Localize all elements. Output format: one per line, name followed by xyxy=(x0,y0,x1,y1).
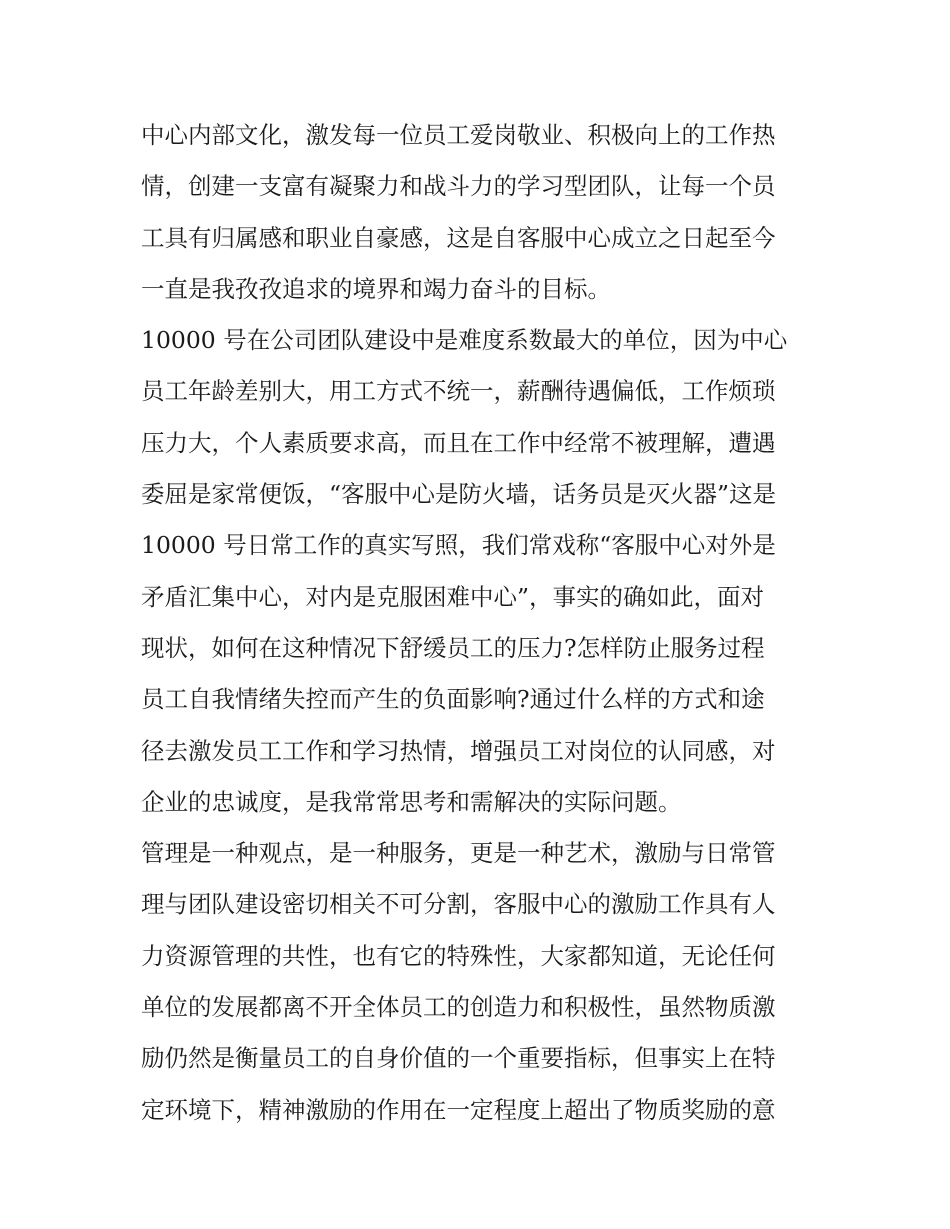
text-line: 员工自我情绪失控而产生的负面影响?通过什么样的方式和途 xyxy=(141,685,765,714)
text-line: 员工年龄差别大，用工方式不统一，薪酬待遇偏低，工作烦琐 xyxy=(141,377,776,406)
text-line: 定环境下，精神激励的作用在一定程度上超出了物质奖励的意 xyxy=(141,1095,776,1124)
text-line: 企业的忠诚度，是我常常思考和需解决的实际问题。 xyxy=(141,787,682,816)
text-line: 10000 号日常工作的真实写照，我们常戏称“客服中心对外是 xyxy=(141,531,776,560)
text-line: 压力大，个人素质要求高，而且在工作中经常不被理解，遭遇 xyxy=(141,428,776,457)
text-line: 力资源管理的共性，也有它的特殊性，大家都知道，无论任何 xyxy=(141,941,776,970)
text-line: 一直是我孜孜追求的境界和竭力奋斗的目标。 xyxy=(141,274,611,303)
text-line: 矛盾汇集中心，对内是克服困难中心”，事实的确如此，面对 xyxy=(141,582,765,611)
text-line: 径去激发员工工作和学习热情，增强员工对岗位的认同感，对 xyxy=(141,736,776,765)
text-line: 工具有归属感和职业自豪感，这是自客服中心成立之日起至今 xyxy=(141,223,776,252)
text-line: 委屈是家常便饭，“客服中心是防火墙，话务员是灭火器”这是 xyxy=(141,480,777,509)
text-line: 10000 号在公司团队建设中是难度系数最大的单位，因为中心 xyxy=(141,326,788,355)
document-body xyxy=(141,110,821,1136)
text-line: 理与团队建设密切相关不可分割，客服中心的激励工作具有人 xyxy=(141,890,776,919)
text-line: 单位的发展都离不开全体员工的创造力和积极性，虽然物质激 xyxy=(141,993,776,1022)
text-line: 励仍然是衡量员工的自身价值的一个重要指标，但事实上在特 xyxy=(141,1044,776,1073)
text-line: 中心内部文化，激发每一位员工爱岗敬业、积极向上的工作热 xyxy=(141,121,776,149)
text-line: 管理是一种观点，是一种服务，更是一种艺术，激励与日常管 xyxy=(141,839,776,868)
text-line: 情，创建一支富有凝聚力和战斗力的学习型团队，让每一个员 xyxy=(141,172,776,201)
text-line: 现状，如何在这种情况下舒缓员工的压力?怎样防止服务过程 xyxy=(141,633,765,662)
